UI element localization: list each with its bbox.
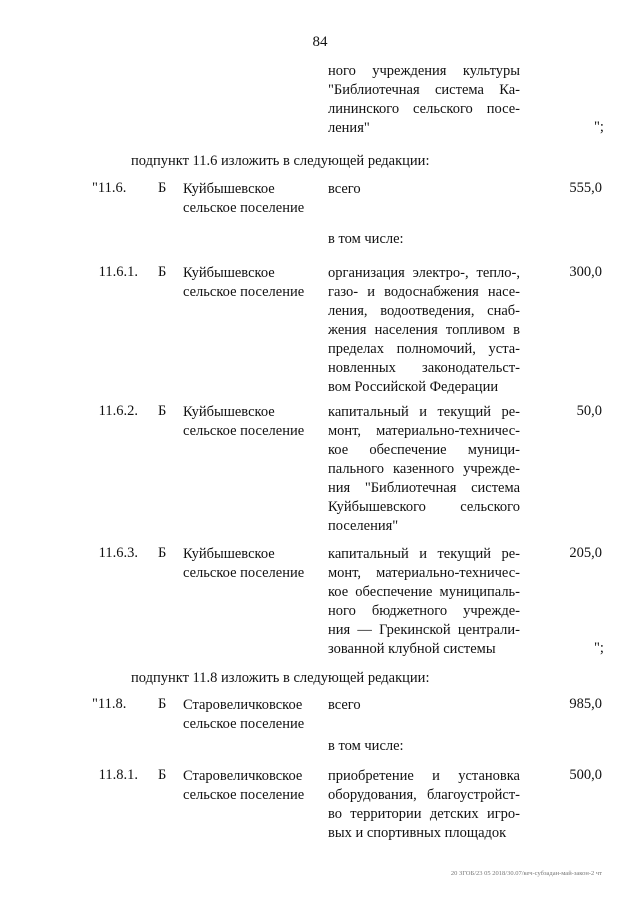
closing-quote: "; — [594, 119, 604, 135]
item-entity: Куйбышевское сельское поселение — [183, 265, 305, 300]
item-entity: Куйбышевское сельское поселение — [183, 181, 305, 216]
item-amount: 500,0 — [569, 767, 602, 783]
item-amount: 205,0 — [569, 545, 602, 561]
item-code: 11.6.3. — [98, 545, 138, 561]
desc-line: ного учреждения культуры — [328, 63, 520, 79]
item-amount: 985,0 — [569, 696, 602, 712]
item-entity: Куйбышевское сельское поселение — [183, 404, 305, 439]
item-category: Б — [158, 696, 167, 712]
item-category: Б — [158, 545, 167, 561]
item-description: капитальный и текущий ре- монт, материально-техничес- кое обеспечение муници- пального казенного учрежде- ния "Библиотечная система Куйбышевского сельского поселения" — [328, 404, 520, 534]
item-description: организация электро-, тепло-, газо- и водоснабжения насе- ления, водоотведения, снаб- жения населения топливом в пределах полномочий, уста- новленных законодательст- вом Российской Федерации — [328, 265, 520, 395]
instruction-text: подпункт 11.8 изложить в следующей редакции: — [131, 670, 430, 686]
item-category: Б — [158, 264, 167, 280]
item-code: "11.6. — [92, 180, 127, 196]
item-entity: Старовеличковское сельское поселение — [183, 697, 305, 732]
item-code: 11.6.1. — [98, 264, 138, 280]
desc-line: "Библиотечная система Ка- — [328, 82, 520, 98]
desc-line: ления" — [328, 120, 370, 136]
closing-quote: "; — [594, 640, 604, 656]
item-category: Б — [158, 180, 167, 196]
desc-line: лининского сельского посе- — [328, 101, 520, 117]
item-amount: 555,0 — [569, 180, 602, 196]
top-fragment-text — [328, 62, 520, 138]
item-amount: 50,0 — [576, 403, 602, 419]
item-description: всего — [328, 697, 361, 713]
item-code: "11.8. — [92, 696, 127, 712]
item-entity: Старовеличковское сельское поселение — [183, 768, 305, 803]
item-code: 11.8.1. — [98, 767, 138, 783]
item-description: капитальный и текущий ре- монт, материально-техничес- кое обеспечение муниципаль- ного бюджетного учрежде- ния — Грекинской централи- зованной клубной системы — [328, 546, 520, 657]
item-description: приобретение и установка оборудования, благоустройст- во территории детских игро- вых и спортивных площадок — [328, 768, 520, 841]
subtotal-label: в том числе: — [328, 738, 404, 754]
instruction-text: подпункт 11.6 изложить в следующей редакции: — [131, 153, 430, 169]
item-entity: Куйбышевское сельское поселение — [183, 546, 305, 581]
item-category: Б — [158, 403, 167, 419]
item-code: 11.6.2. — [98, 403, 138, 419]
item-category: Б — [158, 767, 167, 783]
item-description: всего — [328, 181, 361, 197]
page-number: 84 — [312, 34, 328, 50]
footer-reference: 20 ЗГОБ/23 05 2018/30.07/кеч-субзадан-май-закон-2 чт — [450, 870, 602, 877]
subtotal-label: в том числе: — [328, 231, 404, 247]
item-amount: 300,0 — [569, 264, 602, 280]
